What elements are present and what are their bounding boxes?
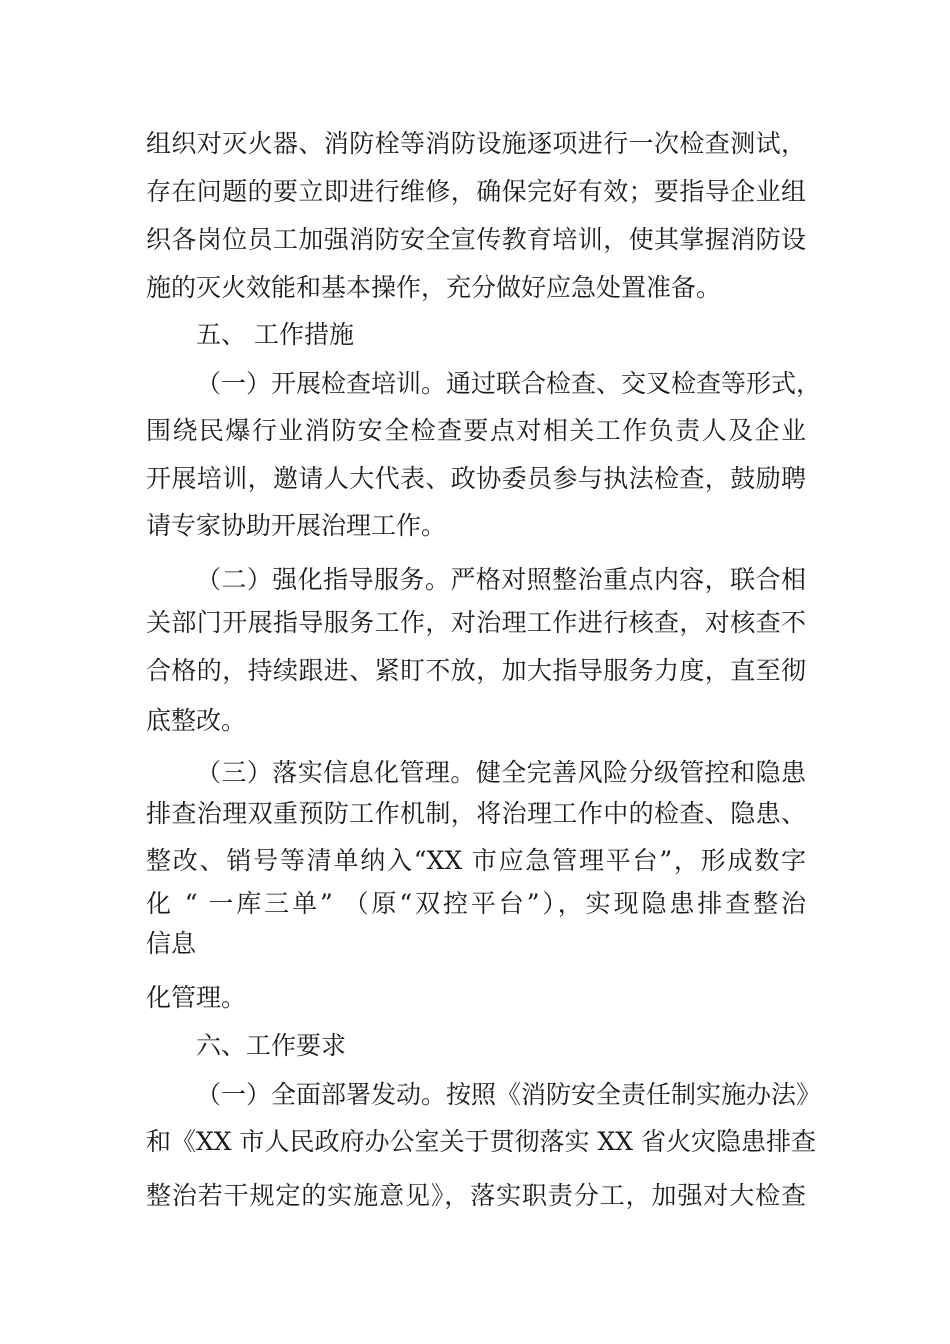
paragraph-line: （三）落实信息化管理。健全完善风险分级管控和隐患: [196, 758, 806, 787]
paragraph-line: 合格的，持续跟进、紧盯不放，加大指导服务力度，直至彻: [146, 656, 806, 685]
section-heading-measures: 五、 工作措施: [196, 320, 354, 349]
paragraph-line: 整改、销号等清单纳入“XX 市应急管理平台”，形成数字: [146, 846, 806, 875]
paragraph-line: （一）开展检查培训。通过联合检查、交叉检查等形式，: [196, 369, 822, 398]
paragraph-line: 排查治理双重预防工作机制，将治理工作中的检查、隐患、: [146, 799, 806, 828]
section-heading-requirements: 六、工作要求: [196, 1031, 347, 1060]
paragraph-line: 存在问题的要立即进行维修，确保完好有效；要指导企业组: [146, 177, 806, 206]
paragraph-line: （二）强化指导服务。严格对照整治重点内容，联合相: [196, 565, 806, 594]
paragraph-line: 组织对灭火器、消防栓等消防设施逐项进行一次检查测试，: [146, 129, 806, 158]
paragraph-line: 织各岗位员工加强消防安全宣传教育培训，使其掌握消防设: [146, 225, 806, 254]
paragraph-line: 关部门开展指导服务工作，对治理工作进行核查，对核查不: [146, 608, 806, 637]
paragraph-line: 信息: [146, 929, 197, 958]
paragraph-line: 化 “ 一库三单” （原“双控平台”），实现隐患排查整治: [146, 889, 806, 918]
paragraph-line: 围绕民爆行业消防安全检查要点对相关工作负责人及企业: [146, 416, 806, 445]
paragraph-line: 施的灭火效能和基本操作，充分做好应急处置准备。: [146, 273, 722, 302]
paragraph-line: 和《XX 市人民政府办公室关于贯彻落实 XX 省火灾隐患排查: [146, 1127, 817, 1156]
paragraph-line: 开展培训，邀请人大代表、政协委员参与执法检查，鼓励聘: [146, 464, 806, 493]
paragraph-line: 化管理。: [146, 983, 247, 1012]
paragraph-line: （一）全面部署发动。按照《消防安全责任制实施办法》: [196, 1080, 822, 1109]
paragraph-line: 整治若干规定的实施意见》，落实职责分工，加强对大检查: [146, 1181, 806, 1210]
paragraph-line: 底整改。: [146, 706, 247, 735]
paragraph-line: 请专家协助开展治理工作。: [146, 511, 447, 540]
